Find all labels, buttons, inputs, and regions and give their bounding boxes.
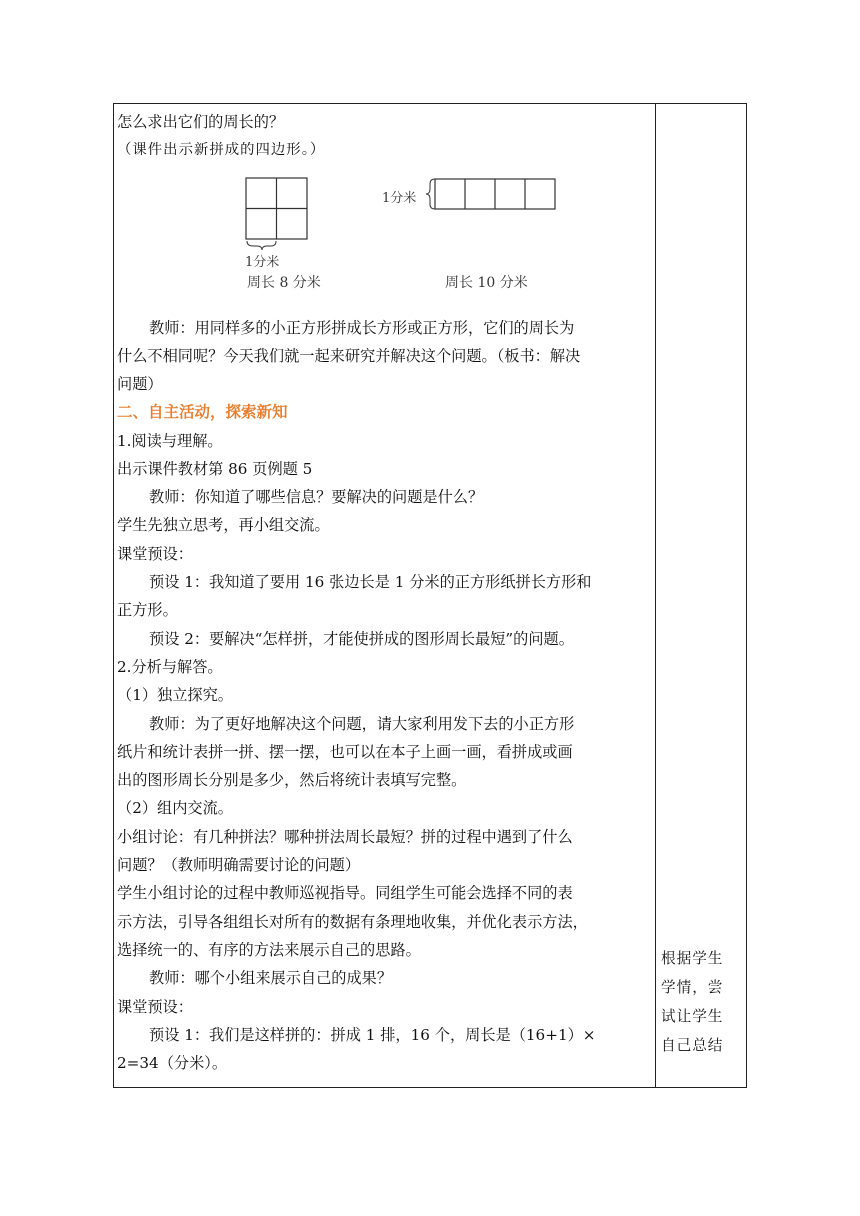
group-discussion-line-1: 小组讨论：有几种拼法？哪种拼法周长最短？拼的过程中遇到了什么	[117, 828, 573, 846]
side-note-line-2: 学情，尝	[661, 979, 724, 996]
sub2-title: （2）组内交流。	[117, 799, 233, 817]
side-note-line-1: 根据学生	[661, 950, 724, 967]
section2-heading: 二、自主活动，探索新知	[117, 403, 288, 421]
step1-show: 出示课件教材第 86 页例题 5	[117, 460, 313, 478]
group-process-line-1: 学生小组讨论的过程中教师巡视指导。同组学生可能会选择不同的表	[117, 884, 573, 902]
square-shape	[246, 178, 307, 239]
square-brace	[247, 241, 276, 250]
courseware-note: （课件出示新拼成的四边形。）	[117, 142, 326, 158]
sub1-teacher-line-1: 教师：为了更好地解决这个问题，请大家利用发下去的小正方形	[149, 715, 575, 733]
square-unit-label: 1分米	[245, 255, 280, 270]
preset1-line-2: 正方形。	[117, 601, 178, 619]
perimeter-figure	[117, 104, 651, 294]
preset1-line-1: 预设 1：我知道了要用 16 张边长是 1 分米的正方形纸拼长方形和	[149, 573, 592, 591]
rect-unit-label: 1分米	[382, 191, 417, 206]
preset2: 预设 2：要解决“怎样拼，才能使拼成的图形周长最短”的问题。	[149, 630, 574, 648]
group-process-line-2: 示方法，引导各组组长对所有的数据有条理地收集，并优化表示方法，	[117, 913, 588, 931]
column-divider	[655, 104, 656, 1087]
step1-students: 学生先独立思考，再小组交流。	[117, 516, 330, 534]
side-note-line-4: 自己总结	[661, 1037, 724, 1054]
rect-brace	[426, 179, 435, 209]
sub1-title: （1）独立探究。	[117, 686, 233, 704]
teacher-intro-line-1: 教师：用同样多的小正方形拼成长方形或正方形，它们的周长为	[149, 319, 575, 337]
step1-title: 1.阅读与理解。	[117, 432, 223, 450]
preset-final-line-2: 2=34（分米）。	[117, 1054, 228, 1072]
group-discussion-line-2: 问题？（教师明确需要讨论的问题）	[117, 856, 360, 874]
rect-caption: 周长 10 分米	[445, 275, 528, 291]
side-note-line-3: 试让学生	[661, 1008, 724, 1025]
group-process-line-3: 选择统一的、有序的方法来展示自己的思路。	[117, 941, 421, 959]
intro-question: 怎么求出它们的周长的？	[117, 113, 285, 131]
teacher-intro-line-2: 什么不相同呢？今天我们就一起来研究并解决这个问题。（板书：解决	[117, 347, 581, 365]
preset-label-1: 课堂预设：	[117, 545, 193, 563]
square-caption: 周长 8 分米	[247, 275, 321, 291]
preset-final-line-1: 预设 1：我们是这样拼的：拼成 1 排，16 个，周长是（16+1）×	[149, 1026, 596, 1044]
sub1-teacher-line-3: 出的图形周长分别是多少，然后将统计表填写完整。	[117, 771, 467, 789]
step2-title: 2.分析与解答。	[117, 658, 223, 676]
sub1-teacher-line-2: 纸片和统计表拼一拼、摆一摆，也可以在本子上画一画，看拼成或画	[117, 743, 573, 761]
lesson-plan-table	[113, 103, 747, 1088]
preset-label-2: 课堂预设：	[117, 998, 193, 1016]
rectangle-shape	[435, 179, 555, 209]
step1-teacher: 教师：你知道了哪些信息？要解决的问题是什么？	[149, 488, 484, 506]
teacher-intro-line-3: 问题）	[117, 375, 163, 393]
teacher-show: 教师：哪个小组来展示自己的成果？	[149, 969, 392, 987]
